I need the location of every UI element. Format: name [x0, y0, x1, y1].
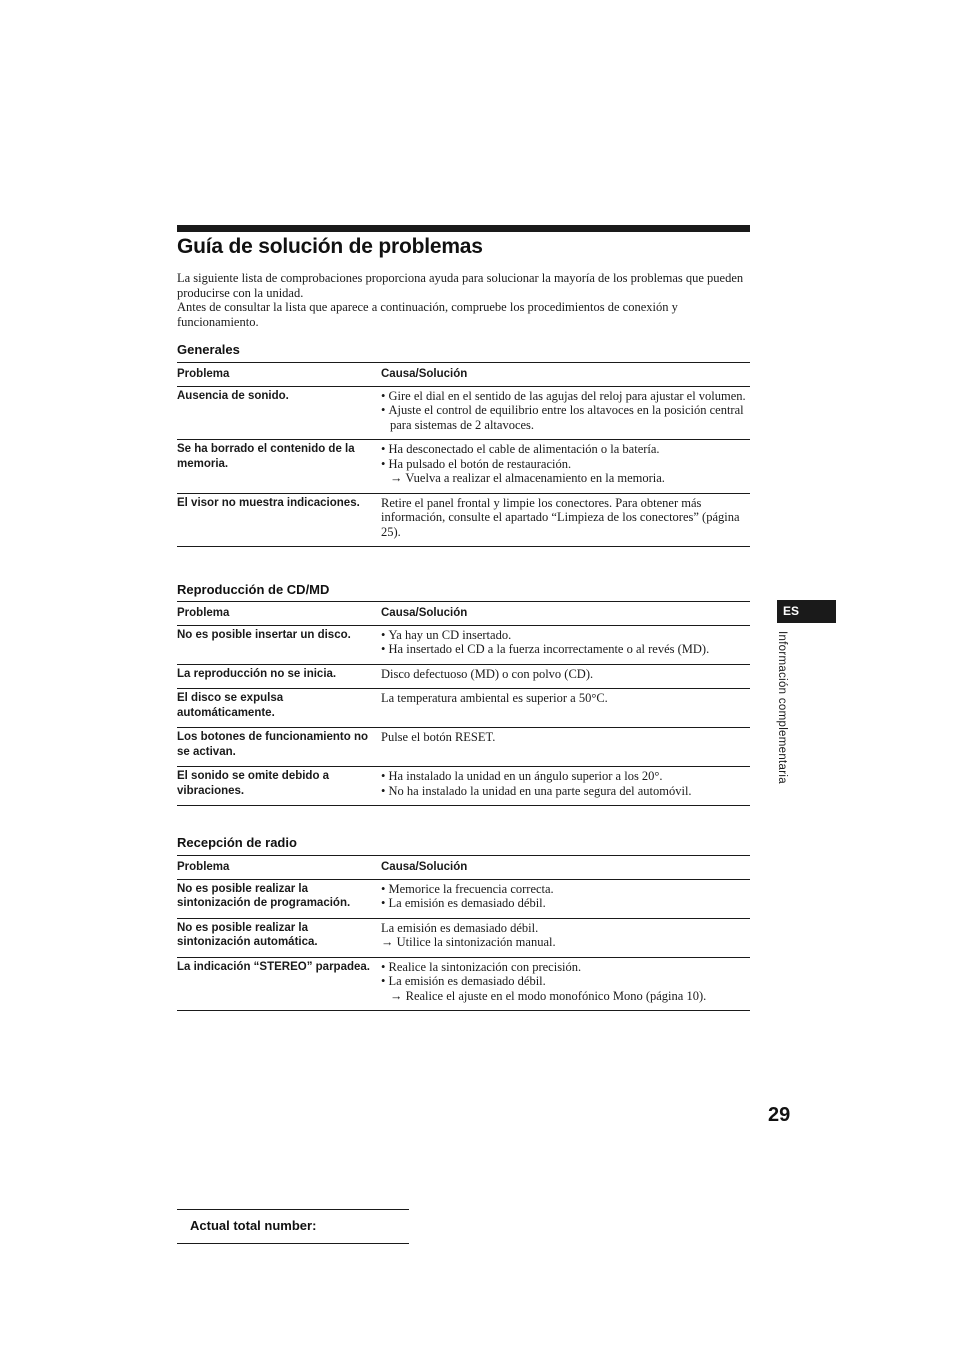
bullet-marker: •: [381, 974, 386, 988]
table-row: [177, 918, 750, 957]
column-header-problem: Problema: [177, 363, 381, 387]
column-header-solution: Causa/Solución: [381, 363, 750, 387]
column-header-problem: Problema: [177, 602, 381, 626]
solution-text: Ha desconectado el cable de alimentación o la batería.: [388, 442, 660, 456]
table-radio: [177, 855, 750, 1011]
bullet-marker: •: [381, 403, 386, 417]
intro: [177, 271, 750, 329]
solution-paragraph: [381, 667, 750, 682]
bullet-item: [381, 389, 750, 404]
table-cd-md: [177, 601, 750, 806]
arrow-item: [381, 935, 750, 950]
arrow-icon: →: [390, 988, 403, 1003]
bullet-item: [381, 628, 750, 643]
table-row: [177, 386, 750, 440]
solution-cell: [381, 879, 750, 918]
bullet-marker: •: [381, 959, 386, 974]
solution-text: Retire el panel frontal y limpie los conectores. Para obtener más información, consulte el apartado “Limpieza de los conectores” (página 25).: [381, 495, 740, 539]
page-number: 29: [768, 1104, 791, 1126]
section-title-radio: Recepción de radio: [177, 835, 297, 850]
bullet-item: [381, 896, 750, 911]
solution-text: La emisión es demasiado débil.: [388, 974, 546, 988]
arrow-item: [381, 471, 750, 486]
solution-text: Vuelva a realizar el almacenamiento en la memoria.: [405, 471, 665, 485]
bullet-marker: •: [381, 442, 386, 456]
solution-cell: [381, 918, 750, 957]
solution-paragraph: [381, 691, 750, 706]
solution-cell: [381, 728, 750, 767]
problem-cell: El sonido se omite debido a vibraciones.: [177, 767, 381, 806]
solution-text: La emisión es demasiado débil.: [381, 920, 539, 935]
arrow-icon: →: [390, 471, 403, 485]
page-title: Guía de solución de problemas: [177, 235, 483, 258]
solution-paragraph: [381, 921, 750, 936]
bullet-marker: •: [381, 783, 386, 798]
bullet-marker: •: [381, 388, 386, 403]
table-row: [177, 767, 750, 806]
bullet-item: [381, 960, 750, 975]
problem-cell: Los botones de funcionamiento no se activan.: [177, 728, 381, 767]
bullet-marker: •: [381, 642, 386, 656]
footer-box: [177, 1209, 409, 1244]
solution-text: Ha insertado el CD a la fuerza incorrectamente o al revés (MD).: [388, 642, 710, 656]
problem-cell: Se ha borrado el contenido de la memoria.: [177, 440, 381, 494]
solution-cell: [381, 767, 750, 806]
problem-cell: No es posible realizar la sintonización automática.: [177, 918, 381, 957]
solution-cell: [381, 625, 750, 664]
solution-cell: [381, 440, 750, 494]
bullet-item: [381, 442, 750, 457]
problem-cell: No es posible insertar un disco.: [177, 625, 381, 664]
bullet-item: [381, 642, 750, 657]
solution-text: Disco defectuoso (MD) o con polvo (CD).: [381, 666, 594, 681]
solution-text: Memorice la frecuencia correcta.: [388, 881, 554, 896]
problem-cell: La reproducción no se inicia.: [177, 664, 381, 689]
solution-paragraph: [381, 730, 750, 745]
table-row: [177, 440, 750, 494]
solution-text: La emisión es demasiado débil.: [388, 896, 546, 910]
solution-paragraph: [381, 496, 750, 540]
solution-cell: [381, 689, 750, 728]
bullet-item: [381, 882, 750, 897]
bullet-item: [381, 457, 750, 472]
solution-text: Realice el ajuste en el modo monofónico Mono (página 10).: [405, 988, 707, 1003]
solution-text: Pulse el botón RESET.: [381, 730, 496, 744]
arrow-item: [381, 989, 750, 1004]
bullet-item: [381, 403, 750, 432]
bullet-marker: •: [381, 627, 386, 642]
bullet-item: [381, 769, 750, 784]
section-title-generales: Generales: [177, 342, 240, 357]
table-row: [177, 957, 750, 1011]
solution-text: Ya hay un CD insertado.: [388, 627, 512, 642]
side-section-label: Información complementaria: [776, 631, 788, 784]
table-row: [177, 689, 750, 728]
solution-text: Gire el dial en el sentido de las agujas del reloj para ajustar el volumen.: [388, 388, 746, 403]
problem-cell: La indicación “STEREO” parpadea.: [177, 957, 381, 1011]
footer-label: Actual total number:: [190, 1218, 317, 1233]
bullet-item: [381, 974, 750, 989]
intro-paragraph: La siguiente lista de comprobaciones proporciona ayuda para solucionar la mayoría de los problemas que pueden producirse con la unidad.: [177, 271, 744, 300]
solution-cell: [381, 664, 750, 689]
solution-text: Ha instalado la unidad en un ángulo superior a los 20°.: [388, 769, 663, 783]
table-row: [177, 493, 750, 547]
problem-cell: El visor no muestra indicaciones.: [177, 493, 381, 547]
column-header-solution: Causa/Solución: [381, 602, 750, 626]
problem-cell: Ausencia de sonido.: [177, 386, 381, 440]
problem-cell: No es posible realizar la sintonización de programación.: [177, 879, 381, 918]
table-row: [177, 728, 750, 767]
solution-cell: [381, 386, 750, 440]
solution-text: La temperatura ambiental es superior a 50°C.: [381, 691, 608, 705]
table-row: [177, 879, 750, 918]
title-rule: [177, 225, 750, 232]
section-title-cd-md: Reproducción de CD/MD: [177, 582, 330, 597]
column-header-problem: Problema: [177, 856, 381, 880]
solution-text: Utilice la sintonización manual.: [396, 935, 556, 949]
table-generales: [177, 362, 750, 547]
solution-text: Realice la sintonización con precisión.: [388, 959, 582, 974]
problem-cell: El disco se expulsa automáticamente.: [177, 689, 381, 728]
bullet-marker: •: [381, 896, 386, 910]
language-tab: ES: [777, 600, 836, 623]
table-row: [177, 625, 750, 664]
column-header-solution: Causa/Solución: [381, 856, 750, 880]
bullet-item: [381, 784, 750, 799]
intro-paragraph: Antes de consultar la lista que aparece a continuación, compruebe los procedimientos de conexión y funcionamiento.: [177, 300, 678, 329]
solution-text: Ha pulsado el botón de restauración.: [388, 456, 572, 471]
solution-text: No ha instalado la unidad en una parte segura del automóvil.: [388, 783, 692, 798]
bullet-marker: •: [381, 456, 386, 471]
table-row: [177, 664, 750, 689]
solution-text: Ajuste el control de equilibrio entre los altavoces en la posición central para sistemas de 2 altavoces.: [388, 403, 744, 432]
arrow-icon: →: [381, 935, 394, 949]
bullet-marker: •: [381, 881, 386, 896]
solution-cell: [381, 957, 750, 1011]
solution-cell: [381, 493, 750, 547]
bullet-marker: •: [381, 769, 386, 783]
